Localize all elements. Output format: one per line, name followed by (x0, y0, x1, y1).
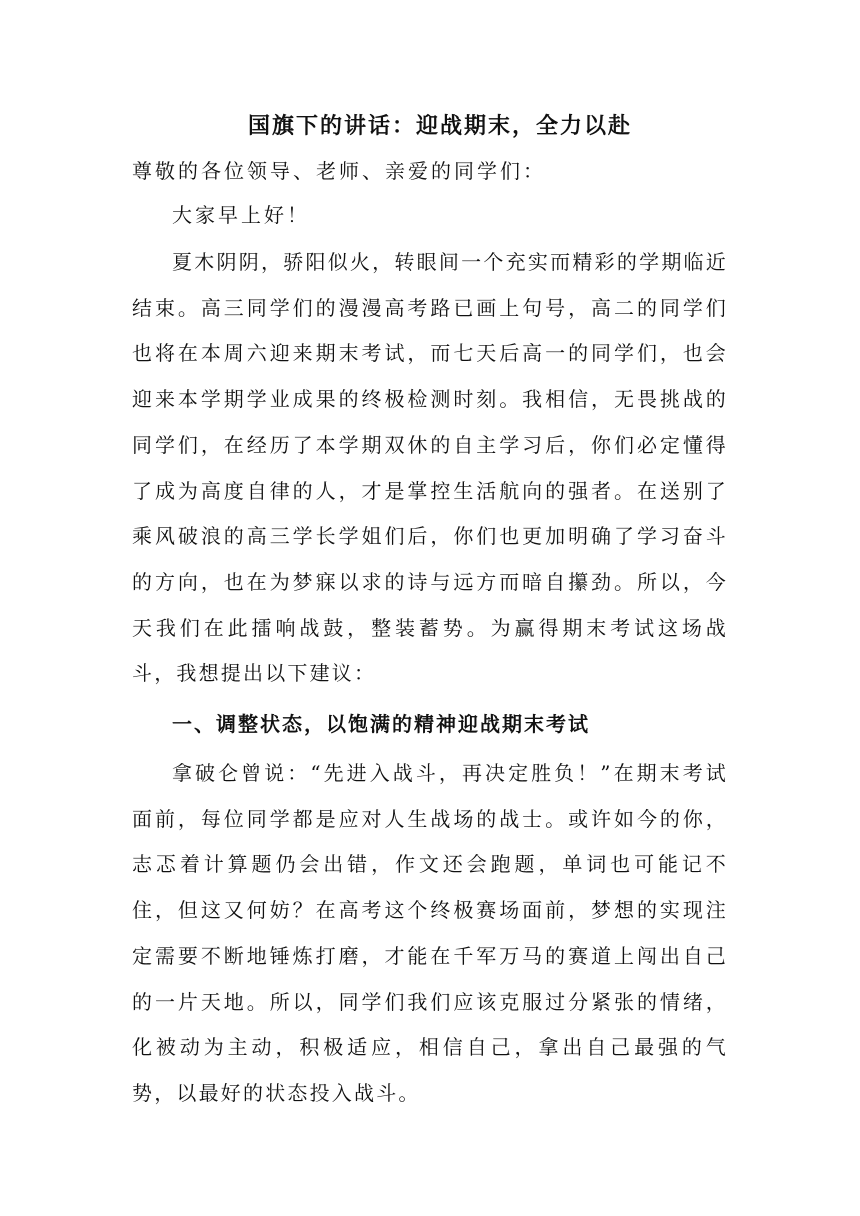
section-heading-1: 一、调整状态，以饱满的精神迎战期末考试 (172, 712, 590, 737)
salutation: 尊敬的各位领导、老师、亲爱的同学们： (132, 159, 546, 183)
greeting: 大家早上好！ (172, 203, 310, 227)
paragraph-intro: 夏木阴阴，骄阳似火，转眼间一个充实而精彩的学期临近结束。高三同学们的漫漫高考路已画上句号，高二的同学们也将在本周六迎来期末考试，而七天后高一的同学们，也会迎来本学期学业成果的终极检测时刻。我相信，无畏挑战的同学们，在经历了本学期双休的自主学习后，你们必定懂得了成为高度自律的人，才是掌控生活航向的强者。在送别了乘风破浪的高三学长学姐们后，你们也更加明确了学习奋斗的方向，也在为梦寐以求的诗与远方而暗自攥劲。所以，今天我们在此擂响战鼓，整装蓄势。为赢得期末考试这场战斗，我想提出以下建议： (132, 250, 728, 686)
document-body (132, 108, 728, 1117)
paragraph-section-1: 拿破仑曾说：“先进入战斗，再决定胜负！”在期末考试面前，每位同学都是应对人生战场的战士。或许如今的你，志忑着计算题仍会出错，作文还会跑题，单词也可能记不住，但这又何妨？在高考这个终极赛场面前，梦想的实现注定需要不断地锤炼打磨，才能在千军万马的赛道上闯出自己的一片天地。所以，同学们我们应该克服过分紧张的情绪，化被动为主动，积极适应，相信自己，拿出自己最强的气势，以最好的状态投入战斗。 (132, 761, 728, 1105)
document-title: 国旗下的讲话：迎战期末，全力以赴 (247, 113, 632, 139)
